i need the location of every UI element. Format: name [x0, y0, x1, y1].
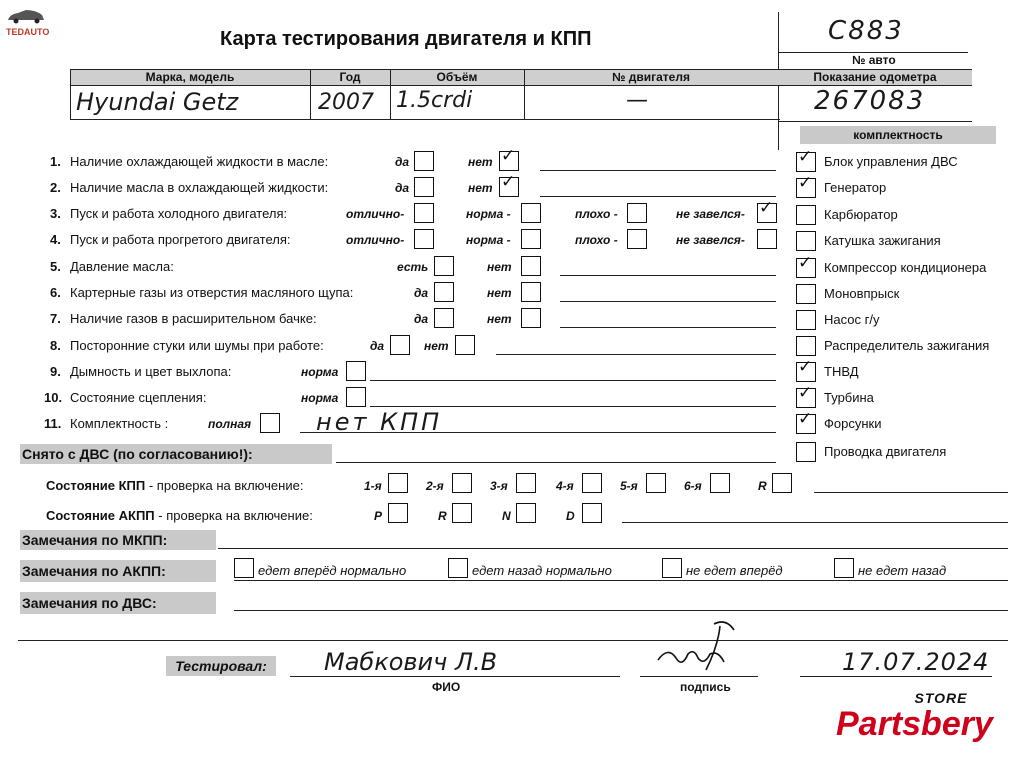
value-make-model: Hyundai Getz — [76, 88, 239, 116]
test-option-label: норма — [301, 391, 339, 405]
akpp-remark-label: едет вперёд нормально — [258, 563, 407, 578]
test-date: 17.07.2024 — [842, 648, 990, 676]
test-option-label: да — [414, 286, 429, 300]
test-option-label: полная — [208, 417, 252, 431]
kit-title: комплектность — [800, 126, 996, 144]
test-option-label: нет — [468, 181, 493, 195]
kit-checkbox[interactable] — [796, 284, 816, 304]
akpp-gear-label: R — [438, 509, 447, 523]
test-option-label: отлично- — [346, 207, 405, 221]
kit-item-label: Распределитель зажигания — [824, 338, 990, 353]
value-volume: 1.5crdi — [396, 88, 473, 113]
kit-checkbox[interactable] — [796, 442, 816, 462]
car-icon — [6, 8, 46, 24]
check-mark-icon: ✓ — [798, 383, 813, 403]
kit-checkbox[interactable] — [796, 310, 816, 330]
check-mark-icon: ✓ — [501, 146, 516, 166]
test-option-label: норма - — [466, 207, 511, 221]
page-title: Карта тестирования двигателя и КПП — [220, 28, 592, 50]
test-option-checkbox[interactable] — [499, 172, 519, 197]
mkpp-gear-checkbox[interactable] — [710, 473, 730, 493]
kit-note: нет КПП — [316, 408, 443, 436]
check-mark-icon: ✓ — [798, 357, 813, 377]
check-mark-icon: ✓ — [798, 173, 813, 193]
kit-item-label: Насос г/у — [824, 312, 880, 327]
mkpp-gear-label: 5-я — [620, 479, 638, 493]
akpp-gear-checkbox[interactable] — [452, 503, 472, 523]
test-option-checkbox[interactable] — [414, 229, 434, 249]
test-option-checkbox[interactable] — [346, 387, 366, 407]
store-logo — [836, 690, 1006, 742]
brand-top: TEDAUTO — [6, 27, 50, 37]
kit-item-label: Турбина — [824, 390, 874, 405]
header-year: Год — [339, 70, 361, 84]
kit-checkbox[interactable] — [796, 357, 816, 382]
tested-by-label: Тестировал: — [166, 656, 276, 676]
test-option-label: норма - — [466, 233, 511, 247]
test-option-checkbox[interactable] — [521, 229, 541, 249]
fio-label: ФИО — [432, 680, 461, 694]
kit-checkbox[interactable] — [796, 336, 816, 356]
akpp-remark-checkbox[interactable] — [448, 558, 468, 578]
test-option-checkbox[interactable] — [390, 335, 410, 355]
kit-checkbox[interactable] — [796, 231, 816, 251]
test-label: Состояние сцепления: — [70, 390, 207, 405]
header-engine-no: № двигателя — [612, 70, 690, 84]
test-option-label: не завелся- — [676, 233, 745, 247]
test-option-checkbox[interactable] — [434, 256, 454, 276]
mkpp-gear-checkbox[interactable] — [772, 473, 792, 493]
removed-label: Снято с ДВС (по согласованию!): — [20, 444, 332, 464]
test-number: 8. — [50, 338, 61, 353]
test-option-label: отлично- — [346, 233, 405, 247]
test-option-checkbox[interactable] — [521, 308, 541, 328]
test-option-label: не завелся- — [676, 207, 745, 221]
test-option-checkbox[interactable] — [434, 282, 454, 302]
test-label: Посторонние стуки или шумы при работе: — [70, 338, 324, 353]
test-number: 9. — [50, 364, 61, 379]
test-option-checkbox[interactable] — [627, 229, 647, 249]
test-option-label: да — [370, 339, 385, 353]
kit-item-label: Карбюратор — [824, 207, 898, 222]
test-label: Картерные газы из отверстия масляного щупа: — [70, 285, 354, 300]
akpp-state-label: Состояние АКПП - проверка на включение: — [46, 508, 313, 523]
test-number: 4. — [50, 232, 61, 247]
mkpp-gear-checkbox[interactable] — [646, 473, 666, 493]
test-number: 7. — [50, 311, 61, 326]
test-label: Наличие масла в охлаждающей жидкости: — [70, 180, 329, 195]
test-option-checkbox[interactable] — [434, 308, 454, 328]
test-option-label: есть — [397, 260, 429, 274]
mkpp-gear-label: 4-я — [556, 479, 574, 493]
mkpp-gear-label: R — [758, 479, 767, 493]
mkpp-gear-label: 1-я — [364, 479, 382, 493]
akpp-remark-label: не едет назад — [858, 563, 947, 578]
value-odometer: 267083 — [814, 86, 926, 116]
kit-checkbox[interactable] — [796, 253, 816, 278]
test-number: 2. — [50, 180, 61, 195]
test-option-checkbox[interactable] — [499, 146, 519, 171]
remarks-akpp: Замечания по АКПП: — [20, 560, 216, 582]
kit-item-label: Катушка зажигания — [824, 233, 941, 248]
test-label: Наличие охлаждающей жидкости в масле: — [70, 154, 329, 169]
akpp-gear-checkbox[interactable] — [582, 503, 602, 523]
test-number: 11. — [44, 416, 62, 431]
check-mark-icon: ✓ — [798, 409, 813, 429]
kit-item-label: ТНВД — [824, 364, 859, 379]
tester-name: Мабкович Л.В — [324, 648, 498, 676]
test-option-label: плохо - — [575, 233, 618, 247]
akpp-gear-label: N — [502, 509, 511, 523]
akpp-remark-label: не едет вперёд — [686, 563, 783, 578]
car-id-label: № авто — [852, 53, 896, 67]
test-number: 6. — [50, 285, 61, 300]
remarks-dvs: Замечания по ДВС: — [20, 592, 216, 614]
signature-label: подпись — [680, 680, 731, 694]
test-option-checkbox[interactable] — [455, 335, 475, 355]
car-id: C883 — [828, 16, 904, 46]
mkpp-gear-checkbox[interactable] — [388, 473, 408, 493]
check-mark-icon: ✓ — [798, 253, 813, 273]
test-label: Наличие газов в расширительном бачке: — [70, 311, 317, 326]
test-number: 5. — [50, 259, 61, 274]
test-option-checkbox[interactable] — [414, 203, 434, 223]
test-option-checkbox[interactable] — [627, 203, 647, 223]
akpp-gear-checkbox[interactable] — [388, 503, 408, 523]
header-volume: Объём — [436, 70, 478, 84]
value-year: 2007 — [318, 90, 374, 115]
test-option-label: нет — [424, 339, 449, 353]
test-option-label: да — [414, 312, 429, 326]
kit-item-label: Проводка двигателя — [824, 444, 947, 459]
kit-checkbox[interactable] — [796, 409, 816, 434]
test-option-checkbox[interactable] — [414, 177, 434, 197]
test-label: Давление масла: — [70, 259, 174, 274]
mkpp-gear-checkbox[interactable] — [452, 473, 472, 493]
test-option-checkbox[interactable] — [757, 229, 777, 249]
akpp-gear-label: D — [566, 509, 575, 523]
test-option-checkbox[interactable] — [521, 282, 541, 302]
test-option-checkbox[interactable] — [260, 413, 280, 433]
akpp-remark-label: едет назад нормально — [472, 563, 612, 578]
test-number: 1. — [50, 154, 61, 169]
value-engine-no: — — [626, 88, 648, 113]
test-option-checkbox[interactable] — [346, 361, 366, 381]
test-option-checkbox[interactable] — [414, 151, 434, 171]
test-number: 3. — [50, 206, 61, 221]
signature-mark — [648, 618, 738, 680]
kit-checkbox[interactable] — [796, 147, 816, 172]
remarks-mkpp: Замечания по МКПП: — [20, 530, 216, 550]
akpp-remark-checkbox[interactable] — [234, 558, 254, 578]
kit-item-label: Моновпрыск — [824, 286, 900, 301]
test-option-label: нет — [468, 155, 493, 169]
kit-item-label: Форсунки — [824, 416, 882, 431]
test-label: Комплектность : — [70, 416, 169, 431]
check-mark-icon: ✓ — [798, 147, 813, 167]
akpp-gear-label: P — [374, 509, 383, 523]
akpp-gear-checkbox[interactable] — [516, 503, 536, 523]
test-label: Пуск и работа прогретого двигателя: — [70, 232, 291, 247]
test-label: Пуск и работа холодного двигателя: — [70, 206, 288, 221]
test-number: 10. — [44, 390, 63, 405]
mkpp-gear-checkbox[interactable] — [582, 473, 602, 493]
test-option-label: норма — [301, 365, 339, 379]
mkpp-gear-label: 3-я — [490, 479, 508, 493]
akpp-remark-checkbox[interactable] — [662, 558, 682, 578]
test-option-label: нет — [487, 260, 512, 274]
test-option-checkbox[interactable] — [521, 203, 541, 223]
test-option-label: нет — [487, 286, 512, 300]
mkpp-gear-label: 6-я — [684, 479, 702, 493]
header-make-model: Марка, модель — [145, 70, 235, 84]
store-brand: Partsbery — [836, 705, 993, 743]
kit-item-label: Компрессор кондиционера — [824, 260, 987, 275]
test-option-checkbox[interactable] — [757, 198, 777, 223]
test-label: Дымность и цвет выхлопа: — [70, 364, 232, 379]
mkpp-state-label: Состояние КПП - проверка на включение: — [46, 478, 304, 493]
kit-checkbox[interactable] — [796, 383, 816, 408]
check-mark-icon: ✓ — [759, 198, 774, 218]
akpp-remark-checkbox[interactable] — [834, 558, 854, 578]
test-option-checkbox[interactable] — [521, 256, 541, 276]
kit-item-label: Блок управления ДВС — [824, 154, 958, 169]
tedauto-logo — [6, 8, 50, 37]
kit-checkbox[interactable] — [796, 205, 816, 225]
mkpp-gear-checkbox[interactable] — [516, 473, 536, 493]
kit-checkbox[interactable] — [796, 173, 816, 198]
check-mark-icon: ✓ — [501, 172, 516, 192]
test-option-label: да — [395, 155, 410, 169]
test-option-label: нет — [487, 312, 512, 326]
mkpp-gear-label: 2-я — [426, 479, 444, 493]
kit-item-label: Генератор — [824, 180, 887, 195]
store-label: STORE — [914, 690, 968, 706]
header-odometer: Показание одометра — [813, 70, 937, 84]
test-option-label: да — [395, 181, 410, 195]
test-option-label: плохо - — [575, 207, 618, 221]
